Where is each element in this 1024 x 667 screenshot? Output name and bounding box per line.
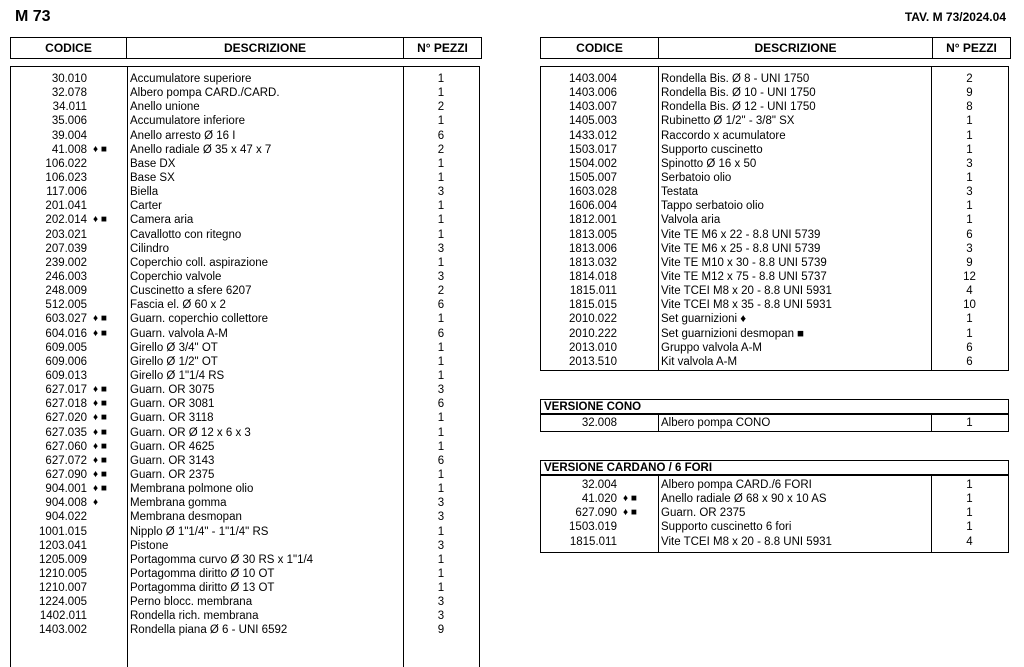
part-quantity: 1 bbox=[437, 369, 445, 382]
part-description: Membrana polmone olio bbox=[130, 483, 254, 496]
part-quantity: 9 bbox=[966, 256, 973, 269]
part-code: 1503.019 bbox=[569, 521, 617, 534]
part-code: 1505.007 bbox=[569, 171, 617, 184]
part-code: 627.035 bbox=[45, 426, 87, 439]
part-description: Girello Ø 1"1/4 RS bbox=[130, 369, 225, 382]
part-quantity: 1 bbox=[437, 468, 445, 481]
table-row bbox=[11, 383, 479, 397]
part-code: 904.001 bbox=[45, 483, 87, 496]
table-row bbox=[541, 492, 1008, 506]
header-description: DESCRIZIONE bbox=[127, 38, 404, 59]
part-quantity: 9 bbox=[437, 624, 445, 637]
kit-marker-icon: ♦ ■ bbox=[93, 398, 107, 410]
part-quantity: 3 bbox=[437, 511, 445, 524]
part-code: 1813.032 bbox=[569, 256, 617, 269]
part-description: Vite TCEI M8 x 35 - 8.8 UNI 5931 bbox=[661, 299, 832, 312]
part-quantity: 1 bbox=[966, 171, 973, 184]
table-row bbox=[11, 86, 479, 100]
part-quantity: 1 bbox=[437, 426, 445, 439]
part-quantity: 1 bbox=[966, 521, 973, 534]
part-description: Base SX bbox=[130, 171, 175, 184]
part-code: 201.041 bbox=[45, 200, 87, 213]
part-quantity: 6 bbox=[437, 299, 445, 312]
section-cardano-table bbox=[540, 475, 1009, 553]
part-description: Anello radiale Ø 68 x 90 x 10 AS bbox=[661, 493, 827, 506]
part-description: Guarn. OR Ø 12 x 6 x 3 bbox=[130, 426, 251, 439]
header-code: CODICE bbox=[541, 38, 659, 59]
kit-marker-icon: ♦ ■ bbox=[93, 454, 107, 466]
part-code: 1203.041 bbox=[39, 539, 87, 552]
part-description: Vite TCEI M8 x 20 - 8.8 UNI 5931 bbox=[661, 535, 832, 548]
part-quantity: 1 bbox=[437, 341, 445, 354]
part-code: 1210.007 bbox=[39, 582, 87, 595]
part-description: Set guarnizioni ♦ bbox=[661, 313, 747, 326]
part-quantity: 3 bbox=[437, 186, 445, 199]
table-row bbox=[541, 199, 1008, 213]
part-code: 41.008 bbox=[51, 143, 87, 156]
part-code: 609.006 bbox=[45, 355, 87, 368]
table-row bbox=[11, 114, 479, 128]
kit-marker-icon: ♦ ■ bbox=[93, 468, 107, 480]
table-row bbox=[541, 100, 1008, 114]
table-row bbox=[541, 416, 1008, 430]
part-description: Guarn. coperchio collettore bbox=[130, 313, 269, 326]
table-row bbox=[541, 157, 1008, 171]
table-row bbox=[541, 270, 1008, 284]
part-quantity: 6 bbox=[437, 454, 445, 467]
table-row bbox=[541, 213, 1008, 227]
part-code: 41.020 bbox=[581, 493, 617, 506]
part-code: 1815.011 bbox=[569, 535, 617, 548]
part-quantity: 1 bbox=[437, 355, 445, 368]
part-description: Guarn. OR 2375 bbox=[130, 468, 215, 481]
part-code: 1210.005 bbox=[39, 567, 87, 580]
part-description: Anello radiale Ø 35 x 47 x 7 bbox=[130, 143, 272, 156]
part-description: Albero pompa CARD./6 FORI bbox=[661, 479, 812, 491]
part-code: 627.020 bbox=[45, 412, 87, 425]
part-code: 1813.005 bbox=[569, 228, 617, 241]
part-quantity: 1 bbox=[966, 327, 973, 340]
part-code: 1224.005 bbox=[39, 596, 87, 609]
part-code: 207.039 bbox=[45, 242, 87, 255]
table-row bbox=[11, 510, 479, 524]
part-quantity: 3 bbox=[437, 596, 445, 609]
part-description: Coperchio valvole bbox=[130, 270, 222, 283]
part-quantity: 8 bbox=[966, 101, 973, 114]
part-description: Kit valvola A-M bbox=[661, 355, 738, 368]
part-code: 604.016 bbox=[45, 327, 87, 340]
kit-marker-icon: ♦ bbox=[93, 497, 99, 509]
table-row bbox=[541, 312, 1008, 326]
part-quantity: 3 bbox=[966, 186, 973, 199]
part-quantity: 3 bbox=[437, 384, 445, 397]
part-code: 35.006 bbox=[51, 115, 87, 128]
table-row bbox=[11, 298, 479, 312]
part-description: Cavallotto con ritegno bbox=[130, 228, 242, 241]
part-description: Portagomma diritto Ø 13 OT bbox=[130, 582, 275, 595]
kit-marker-icon: ♦ ■ bbox=[93, 426, 107, 438]
part-quantity: 2 bbox=[437, 285, 445, 298]
part-quantity: 3 bbox=[437, 610, 445, 623]
table-row bbox=[11, 143, 479, 157]
table-row bbox=[541, 506, 1008, 520]
part-quantity: 4 bbox=[966, 535, 973, 548]
table-row bbox=[11, 581, 479, 595]
part-quantity: 3 bbox=[437, 242, 445, 255]
table-row bbox=[11, 397, 479, 411]
header-quantity: N° PEZZI bbox=[404, 38, 482, 59]
left-header bbox=[10, 37, 482, 59]
part-quantity: 3 bbox=[966, 157, 973, 170]
part-code: 904.008 bbox=[45, 497, 87, 510]
part-quantity: 1 bbox=[437, 412, 445, 425]
part-description: Vite TE M6 x 22 - 8.8 UNI 5739 bbox=[661, 228, 821, 241]
part-description: Vite TE M10 x 30 - 8.8 UNI 5739 bbox=[661, 256, 827, 269]
table-row bbox=[541, 242, 1008, 256]
kit-marker-icon: ♦ ■ bbox=[93, 143, 107, 155]
section-title-cardano: VERSIONE CARDANO / 6 FORI bbox=[540, 460, 1009, 475]
part-description: Vite TE M6 x 25 - 8.8 UNI 5739 bbox=[661, 242, 821, 255]
part-code: 1814.018 bbox=[569, 270, 617, 283]
part-quantity: 1 bbox=[437, 228, 445, 241]
table-row bbox=[11, 270, 479, 284]
part-code: 1433.012 bbox=[569, 129, 617, 142]
part-quantity: 1 bbox=[437, 483, 445, 496]
part-code: 627.090 bbox=[45, 468, 87, 481]
part-code: 32.004 bbox=[581, 479, 617, 491]
part-code: 627.090 bbox=[575, 507, 617, 520]
part-description: Rondella Bis. Ø 10 - UNI 1750 bbox=[661, 87, 816, 100]
part-quantity: 6 bbox=[966, 355, 973, 368]
part-description: Accumulatore inferiore bbox=[130, 115, 246, 128]
part-quantity: 12 bbox=[963, 270, 976, 283]
part-code: 609.013 bbox=[45, 369, 87, 382]
table-row bbox=[11, 426, 479, 440]
table-row bbox=[11, 157, 479, 171]
part-code: 1205.009 bbox=[39, 553, 87, 566]
kit-marker-icon: ♦ ■ bbox=[623, 507, 637, 519]
part-code: 2010.222 bbox=[569, 327, 617, 340]
table-row bbox=[11, 411, 479, 425]
part-quantity: 1 bbox=[437, 567, 445, 580]
table-row bbox=[11, 199, 479, 213]
table-row bbox=[541, 298, 1008, 312]
part-code: 904.022 bbox=[45, 511, 87, 524]
part-code: 627.072 bbox=[45, 454, 87, 467]
part-code: 512.005 bbox=[45, 299, 87, 312]
part-code: 106.022 bbox=[45, 157, 87, 170]
part-code: 1403.006 bbox=[569, 87, 617, 100]
part-code: 1503.017 bbox=[569, 143, 617, 156]
part-description: Guarn. OR 2375 bbox=[661, 507, 746, 520]
kit-marker-icon: ♦ ■ bbox=[93, 384, 107, 396]
part-description: Rondella Bis. Ø 12 - UNI 1750 bbox=[661, 101, 816, 114]
table-row bbox=[11, 242, 479, 256]
part-quantity: 9 bbox=[966, 87, 973, 100]
part-quantity: 1 bbox=[437, 87, 445, 100]
kit-marker-icon: ♦ ■ bbox=[93, 483, 107, 495]
part-quantity: 1 bbox=[966, 507, 973, 520]
header-code: CODICE bbox=[11, 38, 127, 59]
table-row bbox=[11, 496, 479, 510]
part-description: Biella bbox=[130, 186, 159, 199]
kit-marker-icon: ♦ ■ bbox=[93, 412, 107, 424]
table-row bbox=[11, 228, 479, 242]
part-quantity: 1 bbox=[437, 525, 445, 538]
part-description: Rondella rich. membrana bbox=[130, 610, 259, 623]
part-quantity: 1 bbox=[437, 214, 445, 227]
part-code: 627.018 bbox=[45, 398, 87, 411]
table-row bbox=[541, 256, 1008, 270]
part-description: Cuscinetto a sfere 6207 bbox=[130, 285, 252, 298]
part-quantity: 3 bbox=[437, 497, 445, 510]
table-row bbox=[541, 114, 1008, 128]
part-description: Albero pompa CONO bbox=[661, 417, 771, 429]
part-code: 627.060 bbox=[45, 440, 87, 453]
part-quantity: 6 bbox=[437, 398, 445, 411]
page-title: M 73 bbox=[15, 8, 51, 25]
table-row bbox=[11, 72, 479, 86]
table-row bbox=[11, 284, 479, 298]
part-description: Fascia el. Ø 60 x 2 bbox=[130, 299, 226, 312]
part-quantity: 1 bbox=[966, 214, 973, 227]
table-row bbox=[541, 341, 1008, 355]
part-code: 1405.003 bbox=[569, 115, 617, 128]
part-description: Valvola aria bbox=[661, 214, 721, 227]
kit-marker-icon: ♦ ■ bbox=[623, 493, 637, 505]
part-code: 1606.004 bbox=[569, 200, 617, 213]
part-description: Anello arresto Ø 16 I bbox=[130, 129, 236, 142]
part-quantity: 6 bbox=[437, 129, 445, 142]
table-row bbox=[541, 171, 1008, 185]
kit-marker-icon: ♦ ■ bbox=[93, 327, 107, 339]
part-quantity: 1 bbox=[437, 73, 445, 85]
part-quantity: 1 bbox=[437, 200, 445, 213]
part-description: Guarn. valvola A-M bbox=[130, 327, 228, 340]
part-description: Vite TCEI M8 x 20 - 8.8 UNI 5931 bbox=[661, 285, 832, 298]
part-description: Portagomma diritto Ø 10 OT bbox=[130, 567, 275, 580]
table-row bbox=[11, 312, 479, 326]
table-row bbox=[11, 213, 479, 227]
part-quantity: 6 bbox=[966, 228, 973, 241]
table-row bbox=[11, 256, 479, 270]
part-quantity: 1 bbox=[437, 313, 445, 326]
part-code: 117.006 bbox=[46, 186, 87, 199]
part-code: 203.021 bbox=[45, 228, 87, 241]
part-code: 2013.510 bbox=[569, 355, 617, 368]
part-code: 2013.010 bbox=[569, 341, 617, 354]
part-code: 32.008 bbox=[581, 417, 617, 429]
part-quantity: 1 bbox=[966, 313, 973, 326]
table-row bbox=[541, 327, 1008, 341]
part-code: 239.002 bbox=[45, 256, 87, 269]
part-description: Gruppo valvola A-M bbox=[661, 341, 762, 354]
table-row bbox=[11, 609, 479, 623]
part-description: Vite TE M12 x 75 - 8.8 UNI 5737 bbox=[661, 270, 827, 283]
section-cono-table bbox=[540, 414, 1009, 432]
table-row bbox=[11, 440, 479, 454]
part-description: Tappo serbatoio olio bbox=[661, 200, 764, 213]
part-code: 246.003 bbox=[45, 270, 87, 283]
part-description: Membrana desmopan bbox=[130, 511, 242, 524]
part-code: 1403.002 bbox=[39, 624, 87, 637]
header-quantity: N° PEZZI bbox=[933, 38, 1011, 59]
kit-marker-icon: ♦ ■ bbox=[93, 214, 107, 226]
part-quantity: 1 bbox=[966, 479, 973, 491]
part-code: 202.014 bbox=[45, 214, 87, 227]
part-description: Spinotto Ø 16 x 50 bbox=[661, 157, 757, 170]
part-code: 627.017 bbox=[45, 384, 87, 397]
part-quantity: 1 bbox=[437, 582, 445, 595]
table-row bbox=[11, 454, 479, 468]
kit-marker-icon: ♦ ■ bbox=[93, 440, 107, 452]
part-code: 248.009 bbox=[45, 285, 87, 298]
part-quantity: 1 bbox=[966, 115, 973, 128]
table-row bbox=[11, 327, 479, 341]
part-code: 32.078 bbox=[51, 87, 87, 100]
part-code: 1001.015 bbox=[39, 525, 87, 538]
part-code: 1813.006 bbox=[569, 242, 617, 255]
part-quantity: 1 bbox=[437, 256, 445, 269]
table-row bbox=[541, 478, 1008, 492]
table-row bbox=[541, 185, 1008, 199]
part-description: Testata bbox=[661, 186, 699, 199]
part-quantity: 1 bbox=[966, 417, 973, 429]
right-header bbox=[540, 37, 1011, 59]
section-title-cono: VERSIONE CONO bbox=[540, 399, 1009, 414]
table-row bbox=[541, 535, 1008, 549]
right-parts-table bbox=[540, 66, 1009, 371]
part-description: Cilindro bbox=[130, 242, 169, 255]
part-description: Raccordo x acumulatore bbox=[661, 129, 786, 142]
part-code: 106.023 bbox=[45, 171, 87, 184]
part-description: Girello Ø 1/2" OT bbox=[130, 355, 218, 368]
table-row bbox=[11, 539, 479, 553]
part-description: Portagomma curvo Ø 30 RS x 1"1/4 bbox=[130, 553, 314, 566]
part-code: 1403.004 bbox=[569, 73, 617, 85]
part-code: 1504.002 bbox=[569, 157, 617, 170]
part-description: Guarn. OR 4625 bbox=[130, 440, 215, 453]
table-row bbox=[541, 520, 1008, 534]
part-quantity: 10 bbox=[963, 299, 976, 312]
table-row bbox=[11, 482, 479, 496]
part-code: 2010.022 bbox=[569, 313, 617, 326]
part-description: Supporto cuscinetto 6 fori bbox=[661, 521, 792, 534]
part-quantity: 1 bbox=[437, 553, 445, 566]
table-row bbox=[11, 468, 479, 482]
table-row bbox=[541, 72, 1008, 86]
part-quantity: 1 bbox=[966, 143, 973, 156]
part-description: Girello Ø 3/4" OT bbox=[130, 341, 218, 354]
part-quantity: 2 bbox=[437, 143, 445, 156]
part-code: 609.005 bbox=[45, 341, 87, 354]
part-code: 1403.007 bbox=[569, 101, 617, 114]
part-description: Guarn. OR 3143 bbox=[130, 454, 215, 467]
table-row bbox=[541, 228, 1008, 242]
table-row bbox=[11, 185, 479, 199]
part-description: Guarn. OR 3118 bbox=[130, 412, 214, 425]
left-parts-table bbox=[10, 66, 480, 667]
part-code: 1402.011 bbox=[39, 610, 87, 623]
part-description: Pistone bbox=[130, 539, 169, 552]
part-quantity: 1 bbox=[966, 200, 973, 213]
table-row bbox=[11, 129, 479, 143]
part-code: 1812.001 bbox=[569, 214, 617, 227]
part-code: 603.027 bbox=[45, 313, 87, 326]
table-row bbox=[11, 595, 479, 609]
part-description: Albero pompa CARD./CARD. bbox=[130, 87, 280, 100]
part-description: Coperchio coll. aspirazione bbox=[130, 256, 269, 269]
table-row bbox=[11, 525, 479, 539]
table-row bbox=[541, 143, 1008, 157]
table-row bbox=[11, 623, 479, 637]
part-description: Guarn. OR 3075 bbox=[130, 384, 215, 397]
part-description: Base DX bbox=[130, 157, 176, 170]
part-quantity: 3 bbox=[437, 270, 445, 283]
part-code: 34.011 bbox=[52, 101, 87, 114]
header-description: DESCRIZIONE bbox=[659, 38, 933, 59]
part-description: Carter bbox=[130, 200, 162, 213]
table-reference: TAV. M 73/2024.04 bbox=[904, 10, 1006, 24]
table-row bbox=[11, 369, 479, 383]
kit-marker-icon: ♦ ■ bbox=[93, 313, 107, 325]
part-quantity: 1 bbox=[966, 129, 973, 142]
part-quantity: 3 bbox=[966, 242, 973, 255]
part-description: Rubinetto Ø 1/2" - 3/8" SX bbox=[661, 115, 795, 128]
part-code: 39.004 bbox=[51, 129, 87, 142]
table-row bbox=[11, 171, 479, 185]
part-description: Membrana gomma bbox=[130, 497, 227, 510]
part-quantity: 2 bbox=[966, 73, 973, 85]
part-code: 30.010 bbox=[51, 73, 87, 85]
part-quantity: 2 bbox=[437, 101, 445, 114]
part-description: Camera aria bbox=[130, 214, 194, 227]
table-row bbox=[11, 567, 479, 581]
part-code: 1603.028 bbox=[569, 186, 617, 199]
part-code: 1815.011 bbox=[569, 285, 617, 298]
part-description: Set guarnizioni desmopan ■ bbox=[661, 327, 805, 340]
part-quantity: 1 bbox=[966, 493, 973, 506]
table-row bbox=[11, 100, 479, 114]
table-row bbox=[11, 553, 479, 567]
table-row bbox=[541, 129, 1008, 143]
part-quantity: 6 bbox=[437, 327, 445, 340]
table-row bbox=[541, 284, 1008, 298]
part-description: Accumulatore superiore bbox=[130, 73, 252, 85]
part-description: Rondella piana Ø 6 - UNI 6592 bbox=[130, 624, 288, 637]
part-code: 1815.015 bbox=[569, 299, 617, 312]
part-description: Nipplo Ø 1"1/4" - 1"1/4" RS bbox=[130, 525, 269, 538]
part-quantity: 1 bbox=[437, 440, 445, 453]
part-description: Guarn. OR 3081 bbox=[130, 398, 215, 411]
part-quantity: 4 bbox=[966, 285, 973, 298]
part-description: Perno blocc. membrana bbox=[130, 596, 253, 609]
part-description: Serbatoio olio bbox=[661, 171, 732, 184]
part-quantity: 1 bbox=[437, 115, 445, 128]
table-row bbox=[541, 355, 1008, 369]
part-description: Supporto cuscinetto bbox=[661, 143, 763, 156]
part-description: Anello unione bbox=[130, 101, 200, 114]
part-quantity: 6 bbox=[966, 341, 973, 354]
part-quantity: 1 bbox=[437, 171, 445, 184]
part-quantity: 3 bbox=[437, 539, 445, 552]
table-row bbox=[11, 355, 479, 369]
part-quantity: 1 bbox=[437, 157, 445, 170]
table-row bbox=[11, 341, 479, 355]
part-description: Rondella Bis. Ø 8 - UNI 1750 bbox=[661, 73, 810, 85]
table-row bbox=[541, 86, 1008, 100]
